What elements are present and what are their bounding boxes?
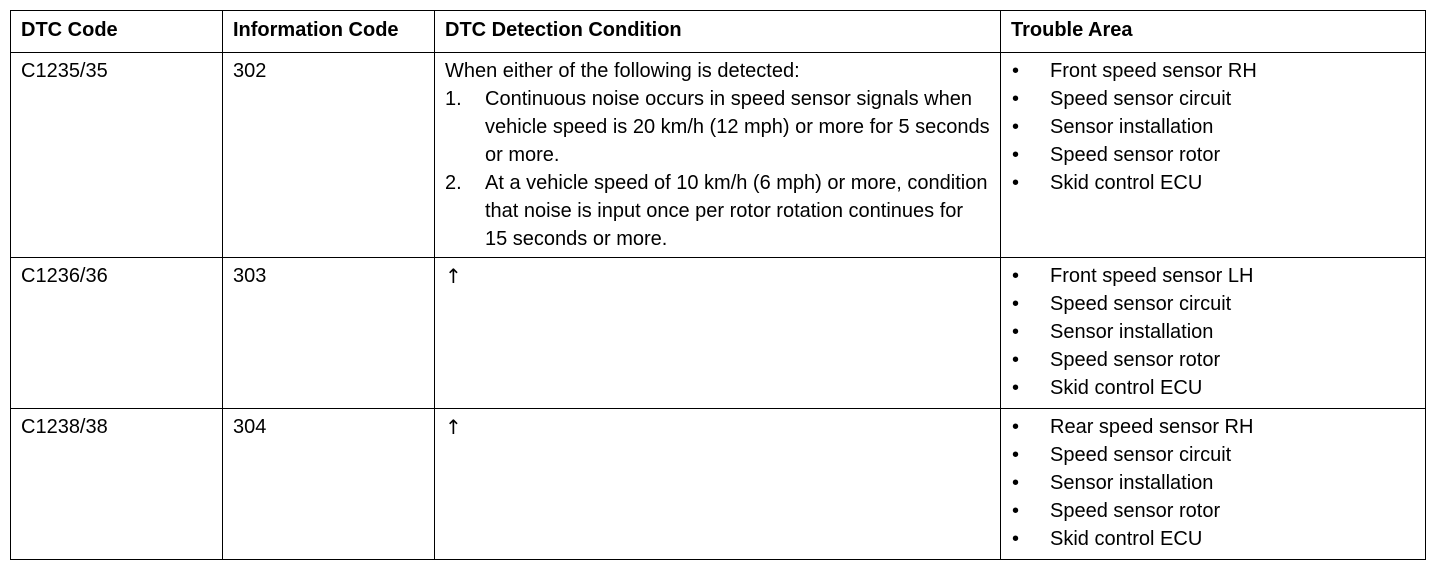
trouble-area-text: Rear speed sensor RH — [1050, 416, 1254, 438]
bullet-icon: • — [1012, 472, 1020, 494]
trouble-area-list — [1011, 57, 1415, 197]
same-as-above-arrow-icon: ↑ — [445, 415, 462, 439]
trouble-area-cell — [1001, 258, 1426, 409]
table-row — [11, 258, 1426, 409]
condition-number: 1. — [445, 88, 462, 110]
list-item — [1011, 290, 1415, 318]
list-item — [1011, 346, 1415, 374]
list-item — [1011, 85, 1415, 113]
table-row — [11, 409, 1426, 560]
bullet-icon: • — [1012, 60, 1020, 82]
condition-number: 2. — [445, 172, 462, 194]
dtc-code-cell: C1235/35 — [11, 53, 223, 258]
condition-text: Continuous noise occurs in speed sensor signals when vehicle speed is 20 km/h (12 mph) or more for 5 seconds or more. — [485, 88, 990, 166]
bullet-icon: • — [1012, 349, 1020, 371]
list-item — [1011, 469, 1415, 497]
trouble-area-text: Sensor installation — [1050, 116, 1214, 138]
trouble-area-text: Front speed sensor LH — [1050, 265, 1254, 287]
dtc-table — [10, 10, 1426, 560]
bullet-icon: • — [1012, 321, 1020, 343]
trouble-area-text: Skid control ECU — [1050, 377, 1203, 399]
info-code-cell: 302 — [223, 53, 435, 258]
condition-intro: When either of the following is detected: — [445, 60, 800, 82]
condition-item — [445, 85, 990, 169]
trouble-area-text: Speed sensor circuit — [1050, 293, 1232, 315]
bullet-icon: • — [1012, 377, 1020, 399]
trouble-area-cell — [1001, 53, 1426, 258]
list-item — [1011, 169, 1415, 197]
header-information-code: Information Code — [223, 11, 435, 53]
list-item — [1011, 497, 1415, 525]
trouble-area-text: Speed sensor rotor — [1050, 144, 1221, 166]
condition-cell — [435, 409, 1001, 560]
header-trouble-area: Trouble Area — [1001, 11, 1426, 53]
trouble-area-text: Speed sensor rotor — [1050, 500, 1221, 522]
header-detection-condition: DTC Detection Condition — [435, 11, 1001, 53]
table-header-row — [11, 11, 1426, 53]
list-item — [1011, 113, 1415, 141]
table-row — [11, 53, 1426, 258]
list-item — [1011, 441, 1415, 469]
trouble-area-text: Speed sensor rotor — [1050, 349, 1221, 371]
condition-item — [445, 169, 990, 253]
header-dtc-code: DTC Code — [11, 11, 223, 53]
list-item — [1011, 141, 1415, 169]
trouble-area-list — [1011, 262, 1415, 402]
trouble-area-list — [1011, 413, 1415, 553]
list-item — [1011, 374, 1415, 402]
bullet-icon: • — [1012, 144, 1020, 166]
bullet-icon: • — [1012, 172, 1020, 194]
bullet-icon: • — [1012, 416, 1020, 438]
info-code-cell: 303 — [223, 258, 435, 409]
dtc-code-cell: C1238/38 — [11, 409, 223, 560]
list-item — [1011, 262, 1415, 290]
list-item — [1011, 525, 1415, 553]
list-item — [1011, 57, 1415, 85]
trouble-area-text: Sensor installation — [1050, 321, 1214, 343]
same-as-above-arrow-icon: ↑ — [445, 264, 462, 288]
condition-cell — [435, 53, 1001, 258]
trouble-area-text: Front speed sensor RH — [1050, 60, 1257, 82]
bullet-icon: • — [1012, 88, 1020, 110]
bullet-icon: • — [1012, 444, 1020, 466]
trouble-area-text: Skid control ECU — [1050, 528, 1203, 550]
dtc-code-cell: C1236/36 — [11, 258, 223, 409]
bullet-icon: • — [1012, 500, 1020, 522]
bullet-icon: • — [1012, 116, 1020, 138]
bullet-icon: • — [1012, 265, 1020, 287]
bullet-icon: • — [1012, 528, 1020, 550]
trouble-area-cell — [1001, 409, 1426, 560]
trouble-area-text: Speed sensor circuit — [1050, 444, 1232, 466]
condition-list — [445, 85, 990, 253]
info-code-cell: 304 — [223, 409, 435, 560]
list-item — [1011, 318, 1415, 346]
condition-cell — [435, 258, 1001, 409]
bullet-icon: • — [1012, 293, 1020, 315]
condition-text: At a vehicle speed of 10 km/h (6 mph) or more, condition that noise is input once per rotor rotation continues for 15 seconds or more. — [485, 172, 988, 250]
trouble-area-text: Sensor installation — [1050, 472, 1214, 494]
list-item — [1011, 413, 1415, 441]
trouble-area-text: Skid control ECU — [1050, 172, 1203, 194]
trouble-area-text: Speed sensor circuit — [1050, 88, 1232, 110]
